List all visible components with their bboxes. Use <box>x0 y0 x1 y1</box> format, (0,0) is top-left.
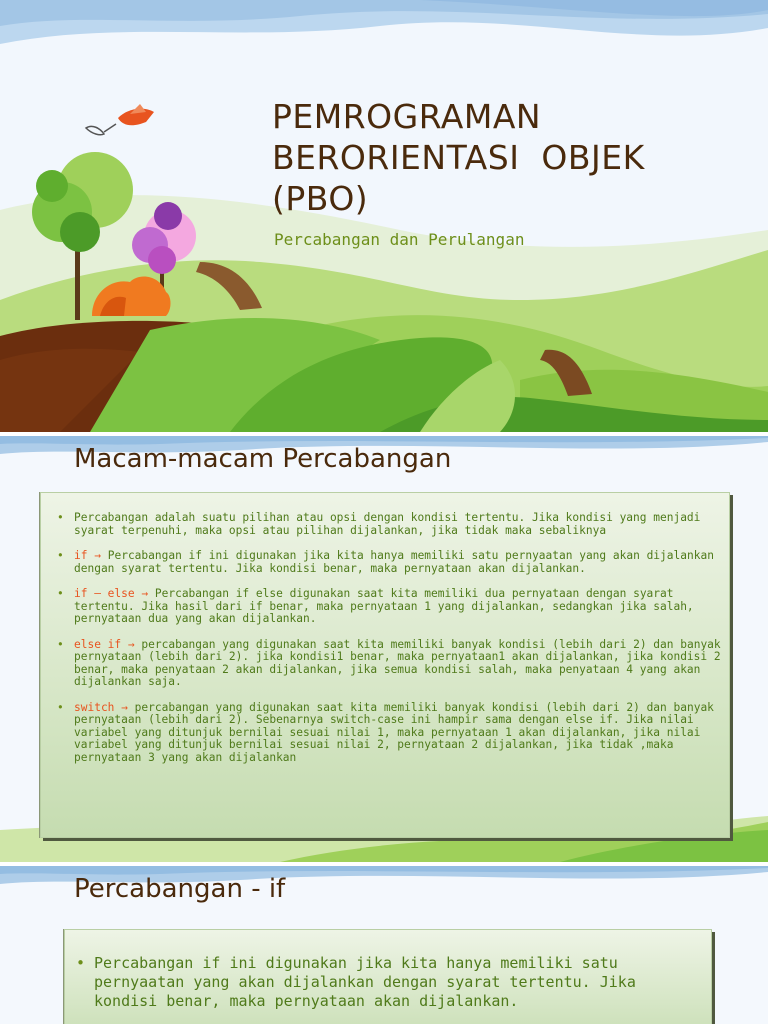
bullet-if-else <box>74 588 722 626</box>
bullet-switch <box>74 702 722 765</box>
keyword-label: else if <box>74 637 122 651</box>
arrow-icon: → <box>141 587 149 600</box>
bullet-text: percabangan yang digunakan saat kita memiliki banyak kondisi (lebih dari 2) dan banyak pernyataan (lebih dari 2). Sebenarnya switch-case ini hampir sama dengan else if. Jika nilai variabel yang ditunjuk bernilai sesuai nilai 1, maka pernyataan 1 akan dijalankan, jika nilai variabel yang ditunjuk bernilai sesuai nilai 2, pernyataan 2 dijalankan, jika tidak ,maka pernyataan 3 yang akan dijalankan <box>74 700 714 764</box>
keyword-label: if <box>74 549 88 562</box>
title-line-3: (PBO) <box>272 179 369 218</box>
keyword-label: if – else <box>74 587 135 600</box>
bullet-text: Percabangan if ini digunakan jika kita hanya memiliki satu pernyaatan yang akan dijalankan dengan syarat tertentu. Jika kondisi benar, maka pernyataan akan dijalankan. <box>74 549 714 575</box>
bullet-text: Percabangan if ini digunakan jika kita hanya memiliki satu pernyaatan yang akan dijalankan dengan syarat tertentu. Jika kondisi benar, maka pernyataan akan dijalankan. <box>94 954 636 1010</box>
slide-heading: Percabangan - if <box>74 874 286 904</box>
title-line-2: BERORIENTASI OBJEK <box>272 138 645 177</box>
presentation-subtitle: Percabangan dan Perulangan <box>274 230 525 249</box>
title-slide <box>0 0 768 432</box>
slide-heading: Macam-macam Percabangan <box>74 444 452 474</box>
bullet-list <box>94 954 704 1011</box>
content-slide-if <box>0 866 768 1024</box>
bullet-definition <box>74 512 722 537</box>
arrow-icon: → <box>94 549 101 562</box>
bullet-list <box>74 512 722 777</box>
keyword-label: switch <box>74 700 115 714</box>
arrow-icon: → <box>127 637 135 651</box>
bullet-if-description <box>94 954 704 1011</box>
content-slide-branching-types <box>0 436 768 862</box>
bullet-text: Percabangan if else digunakan saat kita memiliki dua pernyataan dengan syarat tertentu. Jika hasil dari if benar, maka pernyataan 1 yang dijalankan, sedangkan jika salah, pernyataan dua yang akan dijalankan. <box>74 587 694 625</box>
bullet-text: Percabangan adalah suatu pilihan atau opsi dengan kondisi tertentu. Jika kondisi yang menjadi syarat terpenuhi, maka opsi atau pilihan dijalankan, jika tidak maka sebaliknya <box>74 511 701 537</box>
bullet-if <box>74 550 722 575</box>
presentation-title <box>272 96 645 219</box>
bullet-text: percabangan yang digunakan saat kita memiliki banyak kondisi (lebih dari 2) dan banyak pernyataan (lebih dari 2). jika kondisi1 benar, maka pernyataan1 akan dijalankan, jika kondisi 2 benar, maka penyataan 2 akan dijalankan, jika semua kondisi salah, maka penyataan 4 yang akan dijalankan saja. <box>74 637 721 688</box>
title-line-1: PEMROGRAMAN <box>272 97 542 136</box>
bullet-else-if <box>74 639 722 689</box>
arrow-icon: → <box>121 700 128 714</box>
